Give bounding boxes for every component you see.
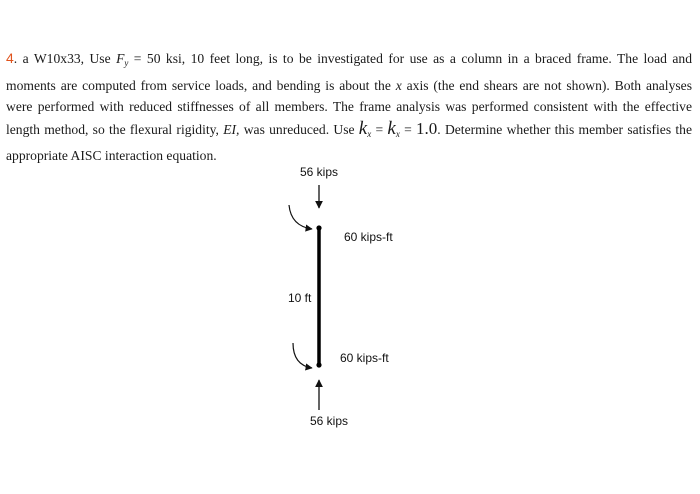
text-part-5: . Determine whether this member satisfies the appropriate AISC interaction equation. [6,121,692,163]
top-moment-arrow [289,205,312,229]
x-axis-symbol: x [395,77,402,93]
text-part-1: . a W10x33, Use [13,51,117,66]
k-subscript-2: x [395,128,400,139]
bottom-load-label: 56 kips [310,414,349,428]
problem-number: 4 [6,50,14,66]
bottom-joint [316,362,321,367]
k-subscript-1: x [367,128,372,139]
ei-symbol: EI, [223,121,240,137]
text-part-3: axis (the end shears are not shown). Both analyses were performed with reduced stiffnesses of all members. The frame analysis was performed consistent with the effective length method, so the flexural rigidity, [6,77,692,137]
text-part-2: = 50 ksi, 10 feet long, is to be investigated for use as a column in a braced frame. The load and moments are computed from service loads, and bending is about the [6,51,692,93]
fy-subscript: y [124,58,129,68]
top-moment-label: 60 kips-ft [344,230,393,244]
k-symbol-1: k [358,117,368,139]
k-symbol-2: k [387,117,396,139]
fy-symbol: F [116,51,125,66]
bottom-moment-label: 60 kips-ft [340,351,389,365]
top-load-label: 56 kips [300,165,339,179]
bottom-moment-arrow [293,343,312,368]
k-value: 1.0 [416,118,438,138]
equals-1: = [371,121,388,137]
text-part-4: was unreduced. Use [239,121,359,137]
top-joint [316,225,321,230]
length-label: 10 ft [288,291,312,305]
equals-2: = [399,121,417,137]
